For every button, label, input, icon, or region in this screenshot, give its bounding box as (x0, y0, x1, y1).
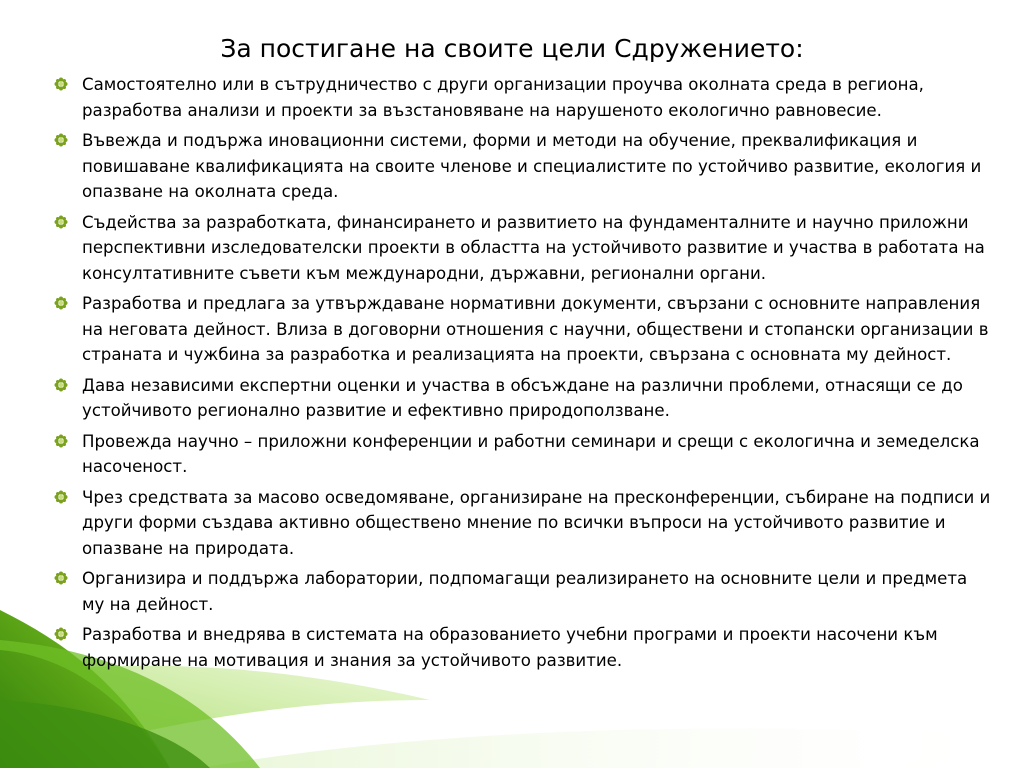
list-item (52, 485, 992, 562)
list-item (52, 72, 992, 123)
flower-bullet-icon (54, 571, 68, 585)
list-item (52, 622, 992, 673)
list-item-text: Чрез средствата за масово осведомяване, организиране на пресконференции, събиране на подписи и други форми създава активно обществено мнение по всички въпроси на устойчивото развитие и опазване на природата. (82, 487, 991, 558)
list-item-text: Организира и поддържа лаборатории, подпомагащи реализирането на основните цели и предмета му на дейност. (82, 569, 968, 614)
bullet-list (52, 72, 992, 678)
flower-bullet-icon (54, 490, 68, 504)
list-item (52, 566, 992, 617)
flower-bullet-icon (54, 296, 68, 310)
list-item-text: Провежда научно – приложни конференции и работни семинари и срещи с екологична и земеделска насоченост. (82, 431, 980, 476)
list-item (52, 128, 992, 205)
list-item (52, 373, 992, 424)
list-item-text: Разработва и предлага за утвърждаване нормативни документи, свързани с основните направления на неговата дейност. Влиза в договорни отношения с научни, обществени и стопански организации в страната и чужбина за разработка и реализацията на проекти, свързана с основната му дейност. (82, 294, 989, 364)
flower-bullet-icon (54, 77, 68, 91)
list-item-text: Съдейства за разработката, финансирането и развитието на фундаменталните и научно приложни перспективни изследователски проекти в областта на устойчивото развитие и участва в работата на консултативните съвети към международни, държавни, регионални органи. (82, 212, 985, 283)
list-item-text: Дава независими експертни оценки и участва в обсъждане на различни проблеми, отнасящи се до устойчивото регионално развитие и ефективно природоползване. (82, 375, 963, 420)
list-item-text: Разработва и внедрява в системата на образованието учебни програми и проекти насочени към формиране на мотивация и знания за устойчивото развитие. (82, 625, 938, 670)
slide-title: За постигане на своите цели Сдружението: (220, 34, 804, 63)
flower-bullet-icon (54, 133, 68, 147)
list-item (52, 291, 992, 368)
list-item (52, 210, 992, 287)
flower-bullet-icon (54, 378, 68, 392)
list-item (52, 429, 992, 480)
flower-bullet-icon (54, 627, 68, 641)
list-item-text: Самостоятелно или в сътрудничество с други организации проучва околната среда в региона, разработва анализи и проекти за възстановяване на нарушеното екологично равновесие. (82, 75, 924, 120)
list-item-text: Въвежда и подържа иновационни системи, форми и методи на обучение, преквалификация и повишаване квалификацията на своите членове и специалистите по устойчиво развитие, екология и опазване на околната среда. (82, 131, 982, 201)
flower-bullet-icon (54, 215, 68, 229)
flower-bullet-icon (54, 434, 68, 448)
